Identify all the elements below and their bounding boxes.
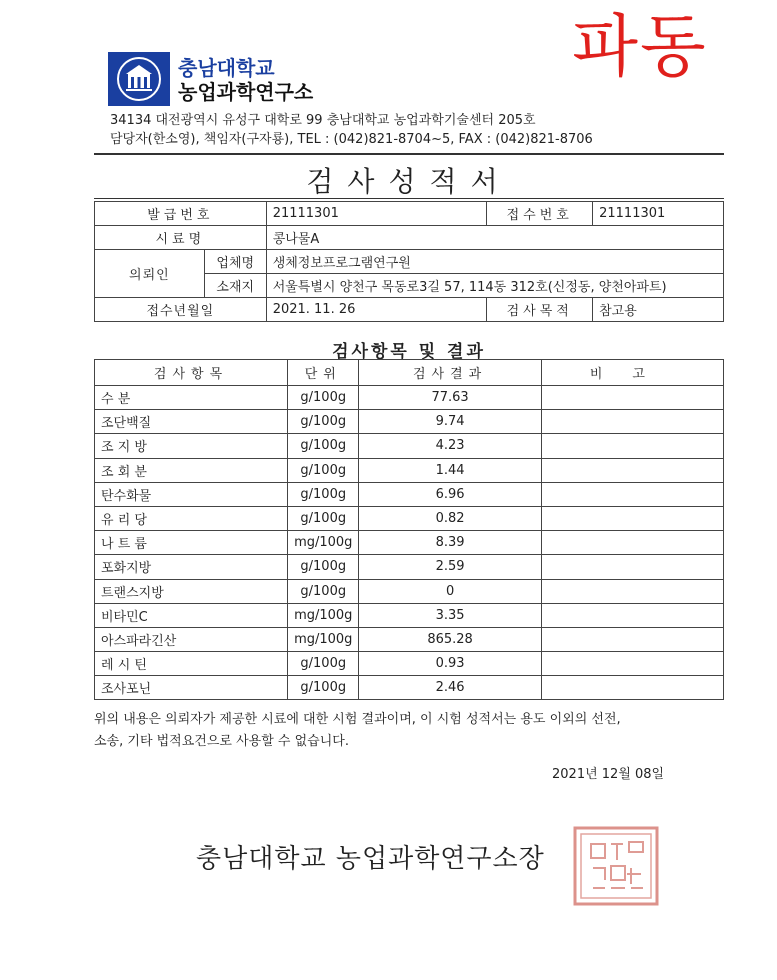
result-unit: g/100g: [288, 434, 359, 458]
table-row: [95, 482, 724, 506]
university-logo-icon: [108, 52, 170, 106]
table-row: [95, 531, 724, 555]
result-item: 조 지 방: [95, 434, 288, 458]
result-note: [541, 652, 723, 676]
result-unit: g/100g: [288, 386, 359, 410]
result-unit: g/100g: [288, 410, 359, 434]
company-label: 업체명: [204, 250, 266, 274]
result-note: [541, 386, 723, 410]
official-seal-icon: [567, 822, 665, 908]
purpose-value: 참고용: [593, 298, 724, 322]
results-table: [94, 359, 724, 700]
receipt-date-value: 2021. 11. 26: [266, 298, 487, 322]
receipt-no-label: 접수번호: [487, 202, 593, 226]
result-note: [541, 410, 723, 434]
result-item: 트랜스지방: [95, 579, 288, 603]
table-row: [95, 652, 724, 676]
header-unit: 단위: [288, 360, 359, 386]
result-note: [541, 627, 723, 651]
result-value: 1.44: [359, 458, 541, 482]
institution-contact: 담당자(한소영), 책임자(구자룡), TEL : (042)821-8704~5, FAX : (042)821-8706: [110, 132, 593, 147]
result-value: 8.39: [359, 531, 541, 555]
result-item: 탄수화물: [95, 482, 288, 506]
result-unit: g/100g: [288, 482, 359, 506]
result-unit: g/100g: [288, 676, 359, 700]
table-row: [95, 434, 724, 458]
results-section-title: 검사항목 및 결과: [332, 342, 486, 362]
results-body: [95, 386, 724, 700]
result-value: 865.28: [359, 627, 541, 651]
result-note: [541, 676, 723, 700]
result-value: 0.93: [359, 652, 541, 676]
result-unit: g/100g: [288, 458, 359, 482]
red-stamp-text: 파동: [572, 8, 708, 87]
result-note: [541, 482, 723, 506]
document-title: 검사성적서: [306, 165, 512, 198]
result-unit: mg/100g: [288, 531, 359, 555]
result-value: 6.96: [359, 482, 541, 506]
institution-address: 34134 대전광역시 유성구 대학로 99 충남대학교 농업과학기술센터 205호: [110, 113, 536, 128]
table-row: [95, 410, 724, 434]
info-row-company: [95, 250, 724, 274]
result-item: 수 분: [95, 386, 288, 410]
result-note: [541, 603, 723, 627]
location-value: 서울특별시 양천구 목동로3길 57, 114동 312호(신정동, 양천아파트): [266, 274, 723, 298]
result-note: [541, 506, 723, 530]
result-unit: g/100g: [288, 506, 359, 530]
result-value: 77.63: [359, 386, 541, 410]
result-unit: g/100g: [288, 579, 359, 603]
institution-name-line1: 충남대학교: [178, 56, 275, 80]
disclaimer-line1: 위의 내용은 의뢰자가 제공한 시료에 대한 시험 결과이며, 이 시험 성적서는 용도 이외의 선전,: [94, 712, 621, 727]
results-header-row: [95, 360, 724, 386]
result-value: 9.74: [359, 410, 541, 434]
client-label: 의뢰인: [95, 250, 205, 298]
table-row: [95, 555, 724, 579]
result-unit: g/100g: [288, 652, 359, 676]
receipt-no-value: 21111301: [593, 202, 724, 226]
result-item: 유 리 당: [95, 506, 288, 530]
signatory-name: 충남대학교 농업과학연구소장: [196, 844, 545, 874]
result-item: 비타민C: [95, 603, 288, 627]
result-item: 레 시 틴: [95, 652, 288, 676]
result-note: [541, 579, 723, 603]
result-note: [541, 434, 723, 458]
result-value: 0: [359, 579, 541, 603]
table-row: [95, 603, 724, 627]
result-item: 조사포닌: [95, 676, 288, 700]
issue-no-label: 발급번호: [95, 202, 267, 226]
result-item: 조단백질: [95, 410, 288, 434]
purpose-label: 검사목적: [487, 298, 593, 322]
receipt-date-label: 접수년월일: [95, 298, 267, 322]
table-row: [95, 579, 724, 603]
result-item: 포화지방: [95, 555, 288, 579]
info-row-date: [95, 298, 724, 322]
header-item: 검사항목: [95, 360, 288, 386]
header-remarks: 비고: [541, 360, 723, 386]
result-item: 나 트 륨: [95, 531, 288, 555]
result-value: 0.82: [359, 506, 541, 530]
result-value: 2.46: [359, 676, 541, 700]
info-row-sample: [95, 226, 724, 250]
disclaimer-line2: 소송, 기타 법적요건으로 사용할 수 없습니다.: [94, 734, 349, 749]
table-row: [95, 506, 724, 530]
result-note: [541, 458, 723, 482]
result-unit: mg/100g: [288, 603, 359, 627]
sample-label: 시료명: [95, 226, 267, 250]
title-divider: [94, 198, 724, 199]
table-row: [95, 386, 724, 410]
issue-no-value: 21111301: [266, 202, 487, 226]
header-divider: [94, 153, 724, 155]
result-item: 아스파라긴산: [95, 627, 288, 651]
table-row: [95, 627, 724, 651]
location-label: 소재지: [204, 274, 266, 298]
info-row-issue: [95, 202, 724, 226]
result-value: 4.23: [359, 434, 541, 458]
table-row: [95, 458, 724, 482]
result-unit: mg/100g: [288, 627, 359, 651]
result-item: 조 회 분: [95, 458, 288, 482]
result-unit: g/100g: [288, 555, 359, 579]
result-note: [541, 531, 723, 555]
sample-info-table: [94, 201, 724, 322]
result-value: 2.59: [359, 555, 541, 579]
issue-date: 2021년 12월 08일: [552, 767, 665, 782]
company-value: 생체정보프로그램연구원: [266, 250, 723, 274]
sample-value: 콩나물A: [266, 226, 723, 250]
institution-name-line2: 농업과학연구소: [178, 80, 314, 104]
header-result: 검사결과: [359, 360, 541, 386]
table-row: [95, 676, 724, 700]
result-value: 3.35: [359, 603, 541, 627]
result-note: [541, 555, 723, 579]
